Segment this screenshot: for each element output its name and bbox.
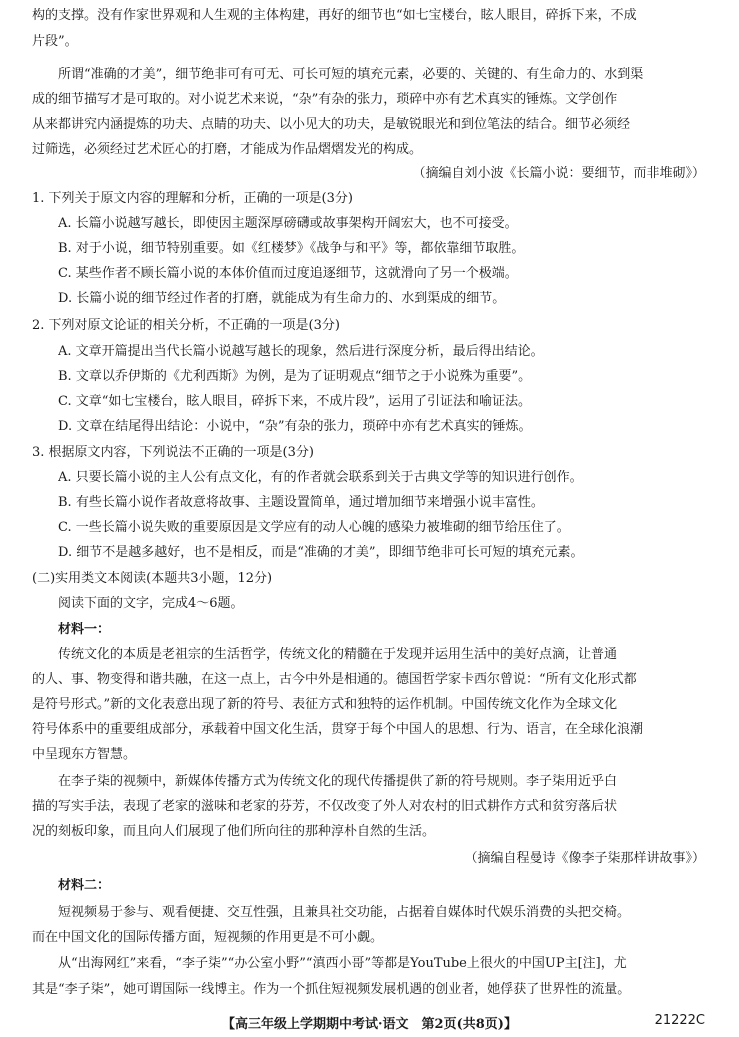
text-line: 所谓“准确的才美”，细节绝非可有可无、可长可短的填充元素，必要的、关键的、有生命力的、水到渠: [58, 67, 644, 82]
option-c: C. 文章“如七宝楼台，眩人眼目，碎拆下来，不成片段”，运用了引证法和喻证法。: [58, 394, 532, 409]
material-2-heading: 材料二：: [58, 878, 111, 893]
text-line: 符号体系中的重要组成部分，承载着中国文化生活，贯穿于每个中国人的思想、行为、语言，在全球化浪潮: [32, 722, 644, 737]
source-citation: （摘编自程曼诗《像李子柒那样讲故事》）: [464, 851, 705, 866]
material-1-heading: 材料一：: [58, 622, 111, 637]
option-b: B. 文章以乔伊斯的《尤利西斯》为例，是为了证明观点“细节之于小说殊为重要”。: [58, 369, 532, 384]
text-line: 构的支撑。没有作家世界观和人生观的主体构建，再好的细节也“如七宝楼台，眩人眼目，碎拆下来，不成: [32, 8, 637, 23]
section-heading: (二)实用类文本阅读(本题共3小题，12分): [32, 571, 273, 586]
option-d: D. 长篇小说的细节经过作者的打磨，就能成为有生命力的、水到渠成的细节。: [58, 291, 506, 306]
question-2: 2. 下列对原文论证的相关分析，不正确的一项是(3分): [32, 318, 340, 333]
instruction: 阅读下面的文字，完成4～6题。: [58, 596, 244, 611]
page-footer: [0, 1013, 739, 1032]
question-3: 3. 根据原文内容，下列说法不正确的一项是(3分): [32, 445, 314, 460]
text-line: 过筛选，必须经过艺术匠心的打磨，才能成为作品熠熠发光的构成。: [32, 142, 423, 157]
option-c: C. 一些长篇小说失败的重要原因是文学应有的动人心魄的感染力被堆砌的细节给压住了。: [58, 520, 570, 535]
option-b: B. 有些长篇小说作者故意将故事、主题设置简单，通过增加细节来增强小说丰富性。: [58, 495, 544, 510]
option-a: A. 文章开篇提出当代长篇小说越写越长的现象，然后进行深度分析，最后得出结论。: [58, 344, 544, 359]
option-a: A. 长篇小说越写越长，即使因主题深厚磅礴或故事架构开阔宏大，也不可接受。: [58, 216, 518, 231]
question-1: 1. 下列关于原文内容的理解和分析，正确的一项是(3分): [32, 191, 353, 206]
text-line: 成的细节描写才是可取的。对小说艺术来说，“杂”有杂的张力，琐碎中亦有艺术真实的锤炼。文学创作: [32, 92, 618, 107]
text-line: 在李子柒的视频中，新媒体传播方式为传统文化的现代传播提供了新的符号规则。李子柒用近乎白: [58, 774, 618, 789]
option-a: A. 只要长篇小说的主人公有点文化，有的作者就会联系到关于古典文学等的知识进行创作。: [58, 470, 583, 485]
text-line: 是符号形式。”新的文化表意出现了新的符号、表征方式和独特的运作机制。中国传统文化作为全球文化: [32, 697, 618, 712]
text-line: 其是“李子柒”，她可谓国际一线博主。作为一个抓住短视频发展机遇的创业者，她俘获了世界性的流量。: [32, 982, 631, 997]
option-c: C. 某些作者不顾长篇小说的本体价值而过度追逐细节，这就滑向了另一个极端。: [58, 266, 518, 281]
text-line: 片段”。: [32, 34, 78, 49]
source-citation: （摘编自刘小波《长篇小说：要细节，而非堆砌》）: [412, 166, 705, 181]
text-line: 从来都讲究内涵提炼的功夫、点睛的功夫、以小见大的功夫，是敏锐眼光和到位笔法的结合。细节必须经: [32, 117, 631, 132]
text-line: 中呈现东方智慧。: [32, 747, 137, 762]
option-d: D. 文章在结尾得出结论：小说中，“杂”有杂的张力，琐碎中亦有艺术真实的锤炼。: [58, 419, 532, 434]
text-line: 传统文化的本质是老祖宗的生活哲学，传统文化的精髓在于发现并运用生活中的美好点滴，让普通: [58, 647, 618, 662]
text-line: 的人、事、物变得和谐共融，在这一点上，古今中外是相通的。德国哲学家卡西尔曾说：“所有文化形式都: [32, 672, 637, 687]
option-d: D. 细节不是越多越好，也不是相反，而是“准确的才美”，即细节绝非可长可短的填充元素。: [58, 545, 584, 560]
text-line: 从“出海网红”来看，“李子柒”“办公室小野”“滇西小哥”等都是YouTube上很火的中国UP主[注]，尤: [58, 956, 627, 971]
text-line: 短视频易于参与、观看便捷、交互性强，且兼具社交功能，占据着自媒体时代娱乐消费的头把交椅。: [58, 905, 631, 920]
text-line: 而在中国文化的国际传播方面，短视频的作用更是不可小觑。: [32, 930, 384, 945]
option-b: B. 对于小说，细节特别重要。如《红楼梦》《战争与和平》等，都依靠细节取胜。: [58, 241, 525, 256]
text-line: 描的写实手法，表现了老家的滋味和老家的芬芳，不仅改变了外人对农村的旧式耕作方式和贫穷落后状: [32, 799, 618, 814]
text-line: 况的刻板印象，而且向人们展现了他们所向往的那种淳朴自然的生活。: [32, 824, 436, 839]
footer-title: 【高三年级上学期期中考试·语文 第2页(共8页)】: [222, 1017, 517, 1032]
footer-code: 21222C: [654, 1013, 705, 1028]
